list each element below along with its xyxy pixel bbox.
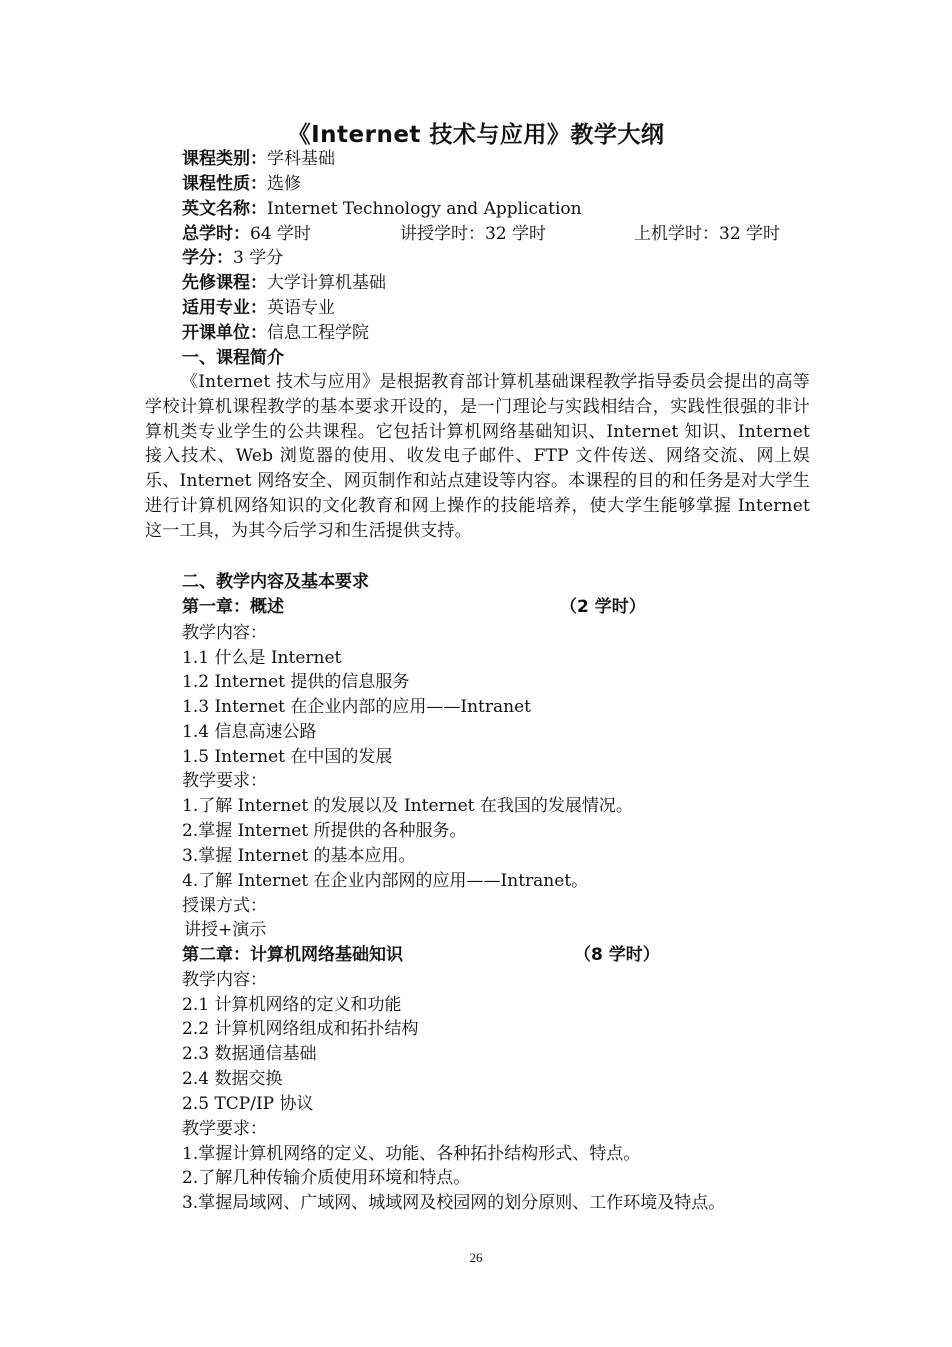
course-nature-row (182, 172, 301, 196)
chapter2-req: 3.掌握局域网、广域网、城域网及校园网的划分原则、工作环境及特点。 (182, 1193, 726, 1213)
course-nature-value: 选修 (267, 174, 301, 194)
chapter1-item: 1.1 什么是 Internet (182, 648, 342, 668)
chapter1-title: 第一章：概述 (182, 597, 284, 617)
chapter2-item: 2.3 数据通信基础 (182, 1044, 317, 1064)
course-nature-label: 课程性质： (182, 174, 267, 194)
chapter2-req: 2.了解几种传输介质使用环境和特点。 (182, 1168, 471, 1188)
major-value: 英语专业 (267, 298, 335, 318)
english-name-value: Internet Technology and Application (267, 199, 582, 219)
course-category-value: 学科基础 (267, 149, 335, 169)
chapter1-item: 1.3 Internet 在企业内部的应用——Intranet (182, 697, 531, 717)
total-hours-row (182, 222, 311, 246)
chapter2-content-label: 教学内容： (182, 970, 267, 990)
unit-label: 开课单位： (182, 323, 267, 343)
chapter1-content-label: 教学内容： (182, 623, 267, 643)
chapter1-method-label: 授课方式： (182, 896, 267, 916)
unit-value: 信息工程学院 (267, 323, 369, 343)
chapter1-hours: （2 学时） (560, 597, 646, 617)
chapter2-item: 2.4 数据交换 (182, 1069, 283, 1089)
english-name-row (182, 197, 582, 221)
chapter2-req-label: 教学要求： (182, 1119, 267, 1139)
chapter1-item: 1.4 信息高速公路 (182, 722, 317, 742)
section2-heading: 二、教学内容及基本要求 (182, 572, 369, 592)
chapter1-req: 1.了解 Internet 的发展以及 Internet 在我国的发展情况。 (182, 796, 633, 816)
computer-hours: 上机学时：32 学时 (634, 224, 781, 244)
major-row (182, 296, 335, 320)
credit-value: 3 学分 (233, 248, 284, 268)
chapter1-req-label: 教学要求： (182, 771, 267, 791)
course-category-label: 课程类别： (182, 149, 267, 169)
section1-heading: 一、课程简介 (182, 348, 284, 368)
credit-label: 学分： (182, 248, 233, 268)
chapter2-item: 2.1 计算机网络的定义和功能 (182, 995, 402, 1015)
page-number: 26 (469, 1250, 483, 1265)
course-intro-paragraph: 《Internet 技术与应用》是根据教育部计算机基础课程教学指导委员会提出的高等学校计算机课程教学的基本要求开设的，是一门理论与实践相结合，实践性很强的非计算机类专业学生的公共课程。它包括计算机网络基础知识、Internet 知识、Internet 接入技术、Web 浏览器的使用、收发电子邮件、FTP 文件传送、网络交流、网上娱乐、Internet 网络安全、网页制作和站点建设等内容。本课程的目的和任务是对大学生进行计算机网络知识的文化教育和网上操作的技能培养，使大学生能够掌握 Internet 这一工具，为其今后学习和生活提供支持。 (145, 372, 810, 541)
chapter2-item: 2.5 TCP/IP 协议 (182, 1094, 314, 1114)
chapter1-req: 2.掌握 Internet 所提供的各种服务。 (182, 821, 467, 841)
chapter1-req: 4.了解 Internet 在企业内部网的应用——Intranet。 (182, 871, 589, 891)
unit-row (182, 321, 369, 345)
english-name-label: 英文名称： (182, 199, 267, 219)
chapter1-item: 1.5 Internet 在中国的发展 (182, 747, 393, 767)
course-category-row (182, 147, 335, 171)
major-label: 适用专业： (182, 298, 267, 318)
chapter2-title: 第二章：计算机网络基础知识 (182, 945, 403, 965)
chapter2-req: 1.掌握计算机网络的定义、功能、各种拓扑结构形式、特点。 (182, 1144, 641, 1164)
credit-row (182, 246, 283, 270)
chapter1-item: 1.2 Internet 提供的信息服务 (182, 672, 410, 692)
chapter2-hours: （8 学时） (574, 945, 660, 965)
chapter2-item: 2.2 计算机网络组成和拓扑结构 (182, 1019, 419, 1039)
document-title: 《Internet 技术与应用》教学大纲 (287, 122, 665, 148)
prereq-row (182, 271, 386, 295)
chapter1-req: 3.掌握 Internet 的基本应用。 (182, 846, 416, 866)
total-hours-value: 64 学时 (250, 224, 312, 244)
prereq-label: 先修课程： (182, 273, 267, 293)
lecture-hours: 讲授学时：32 学时 (400, 224, 547, 244)
total-hours-label: 总学时： (182, 224, 250, 244)
prereq-value: 大学计算机基础 (267, 273, 386, 293)
chapter1-method: 讲授+演示 (184, 920, 267, 940)
